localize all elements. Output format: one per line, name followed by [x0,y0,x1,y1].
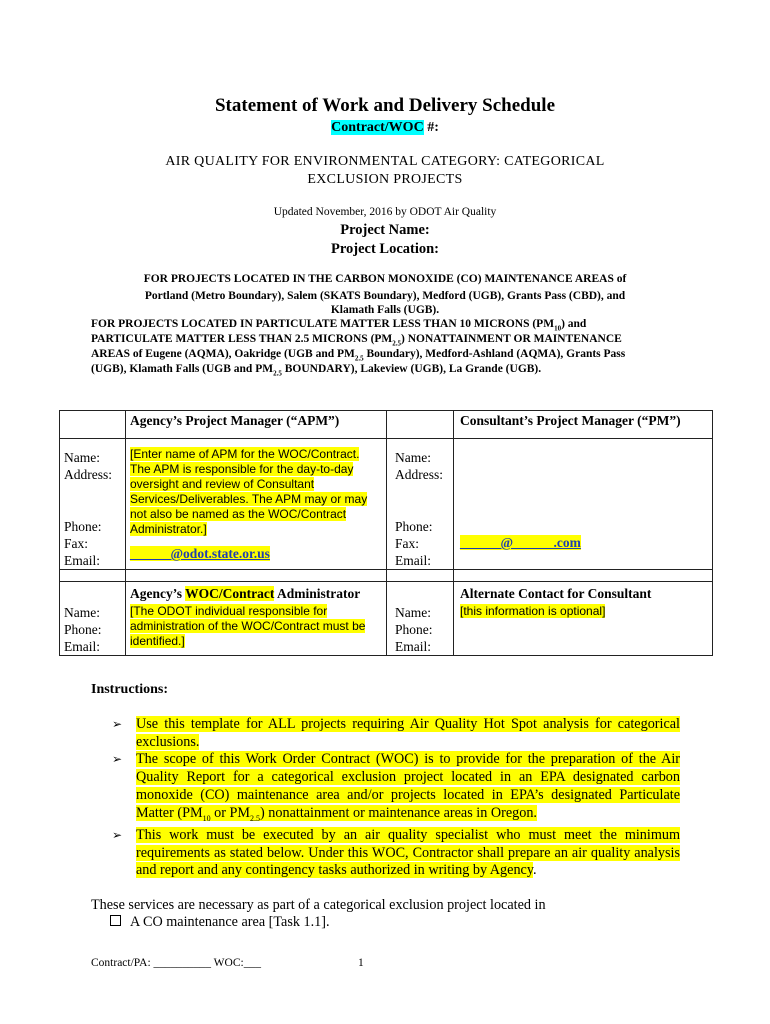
apm-header: Agency’s Project Manager (“APM”) [126,411,387,439]
alt-contact-placeholder: [this information is optional] [460,604,606,618]
pm-email-value[interactable]: ______@______.com [460,535,581,550]
alt-phone-label: Phone: [395,622,433,637]
footer-contract-line: Contract/PA: __________ WOC:___ [91,957,261,969]
co-areas-line2: Portland (Metro Boundary), Salem (SKATS Boundary), Medford (UGB), Grants Pass (CBD), and [144,290,626,302]
alt-name-label: Name: [395,605,431,620]
admin-email-label: Email: [64,639,100,654]
admin-instructions-placeholder: [The ODOT individual responsible for administration of the WOC/Contract must be identified.] [130,604,366,648]
pm-phone-label: Phone: [395,519,433,534]
document-title: Statement of Work and Delivery Schedule [214,95,556,116]
co-area-option-label: A CO maintenance area [Task 1.1]. [130,914,330,930]
pm-name-label: Name: [395,450,431,465]
contacts-table [59,410,713,656]
arrow-bullet-icon: ➢ [112,752,123,767]
arrow-bullet-icon: ➢ [112,717,123,731]
pm-address-label: Address: [395,467,443,482]
admin-header: Agency’s WOC/Contract Administrator [130,586,361,601]
instructions-list [110,716,680,880]
admin-phone-label: Phone: [64,622,102,637]
alt-email-label: Email: [395,639,431,654]
pm-fax-label: Fax: [395,536,420,551]
arrow-bullet-icon: ➢ [112,828,123,843]
contacts-spacer-row [60,570,713,582]
admin-name-label: Name: [64,605,100,620]
co-areas-line1: FOR PROJECTS LOCATED IN THE CARBON MONOXIDE (CO) MAINTENANCE AREAS of [143,273,627,285]
instructions-title: Instructions: [91,682,169,697]
contract-woc-suffix: #: [423,120,439,135]
services-intro: These services are necessary as part of a categorical exclusion project located in [91,897,546,913]
contract-woc-label: Contract/WOC [331,120,424,135]
instruction-item-specialist: ➢ This work must be executed by an air quality specialist who must meet the minimum requirements as stated below. Under this WOC, Contractor shall prepare an air quality analysis and report and any contingency tasks authorized in writing by Agency. [112,827,680,879]
alt-contact-header: Alternate Contact for Consultant [460,586,652,601]
pm-areas-line2: PARTICULATE MATTER LESS THAN 2.5 MICRONS $(PM_{2.5})$ NONATTAINMENT OR MAINTENANCE [91,333,622,348]
pm-header: Consultant’s Project Manager (“PM”) [454,411,713,439]
category-heading-line2: EXCLUSION PROJECTS [307,172,463,187]
pm-areas-line1: FOR PROJECTS LOCATED IN PARTICULATE MATTER LESS THAN 10 MICRONS $(PM_{10})$ and [91,318,587,333]
apm-name-label: Name: [64,450,100,465]
updated-note: Updated November, 2016 by ODOT Air Quality [273,206,497,218]
pm-areas-line4: (UGB), Klamath Falls (UGB and $PM_{2.5}$ BOUNDARY), Lakeview (UGB), La Grande (UGB). [91,363,542,378]
apm-address-label: Address: [64,467,112,482]
apm-instructions-placeholder: [Enter name of APM for the WOC/Contract. The APM is responsible for the day-to-day oversight and review of Consultant Services/Deliverables. The APM may or may not also be named as the WOC/Contract Administrator.] [130,447,368,536]
apm-email-value[interactable]: ______@odot.state.or.us [130,546,270,561]
contacts-admin-row [60,582,713,656]
footer-page-number: 1 [358,957,364,969]
contacts-header-row [60,411,713,439]
project-location-label: Project Location: [330,241,440,257]
instruction-item-template: ➢ Use this template for ALL projects requiring Air Quality Hot Spot analysis for categorical exclusions. [112,716,680,750]
apm-phone-label: Phone: [64,519,102,534]
co-area-option[interactable] [110,914,330,931]
apm-email-label: Email: [64,553,100,568]
pm-email-label: Email: [395,553,431,568]
project-name-label: Project Name: [340,222,430,238]
checkbox-icon[interactable] [110,915,121,926]
co-areas-line3: Klamath Falls (UGB). [330,304,440,316]
category-heading-line1: AIR QUALITY FOR ENVIRONMENTAL CATEGORY: CATEGORICAL [165,154,605,169]
contract-woc-line [0,120,770,136]
contacts-detail-row [60,439,713,570]
pm-areas-line3: AREAS of Eugene (AQMA), Oakridge (UGB and $PM_{2.5}$ Boundary), Medford-Ashland (AQMA), Grants Pass [91,348,626,363]
apm-fax-label: Fax: [64,536,89,551]
instruction-item-scope: ➢ The scope of this Work Order Contract (WOC) is to provide for the preparation of the Air Quality Report for a categorical exclusion project located in an EPA designated carbon monoxide (CO) maintenance area and/or projects located in EPA’s designated Particulate Matter ($PM_{10}$ or $PM_{2.5}$) nonattainment or maintenance areas in Oregon. [112,751,680,823]
